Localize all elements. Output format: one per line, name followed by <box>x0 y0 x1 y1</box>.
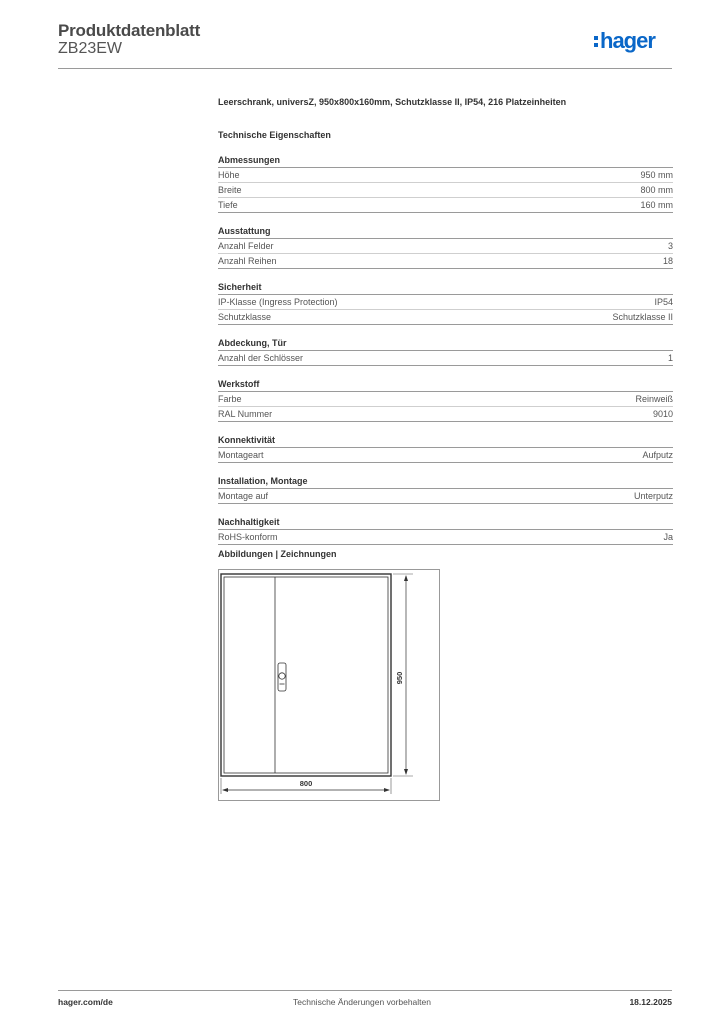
property-row <box>218 198 673 213</box>
cabinet-drawing-svg <box>219 570 439 800</box>
property-label: Schutzklasse <box>218 312 272 322</box>
section-title: Werkstoff <box>218 378 673 392</box>
width-dimension-label: 800 <box>299 779 313 788</box>
property-section <box>218 475 673 504</box>
property-row <box>218 351 673 366</box>
property-value: 18 <box>662 256 673 266</box>
width-arrow-left <box>222 788 228 792</box>
property-section <box>218 337 673 366</box>
height-arrow-bottom <box>404 769 408 775</box>
property-value: Ja <box>663 532 673 542</box>
section-title: Installation, Montage <box>218 475 673 489</box>
cabinet-outline <box>221 574 391 776</box>
property-section <box>218 378 673 422</box>
figures-heading: Abbildungen | Zeichnungen <box>218 549 337 559</box>
hager-logo <box>592 26 676 56</box>
footer-divider <box>58 990 672 991</box>
property-row <box>218 239 673 254</box>
property-section <box>218 225 673 269</box>
property-label: RAL Nummer <box>218 409 273 419</box>
width-arrow-right <box>384 788 390 792</box>
technical-properties-heading: Technische Eigenschaften <box>218 130 331 140</box>
property-label: Anzahl Felder <box>218 241 274 251</box>
property-sections <box>218 154 673 545</box>
property-label: Tiefe <box>218 200 238 210</box>
property-row <box>218 489 673 504</box>
section-title: Nachhaltigkeit <box>218 516 673 530</box>
property-label: RoHS-konform <box>218 532 278 542</box>
section-title: Abmessungen <box>218 154 673 168</box>
logo-wordmark: hager <box>600 28 655 53</box>
property-row <box>218 295 673 310</box>
property-value: Unterputz <box>633 491 673 501</box>
property-row <box>218 530 673 545</box>
property-row <box>218 168 673 183</box>
property-label: Anzahl Reihen <box>218 256 277 266</box>
footer-disclaimer: Technische Änderungen vorbehalten <box>293 997 431 1007</box>
property-section <box>218 281 673 325</box>
property-row <box>218 448 673 463</box>
property-row <box>218 254 673 269</box>
property-label: IP-Klasse (Ingress Protection) <box>218 297 338 307</box>
technical-drawing <box>218 569 440 801</box>
height-arrow-top <box>404 575 408 581</box>
property-value: 1 <box>667 353 673 363</box>
footer-date: 18.12.2025 <box>629 997 672 1007</box>
footer-website-link[interactable]: hager.com/de <box>58 997 113 1007</box>
property-label: Farbe <box>218 394 242 404</box>
property-row <box>218 407 673 422</box>
property-value: 800 mm <box>640 185 673 195</box>
property-label: Breite <box>218 185 242 195</box>
property-value: 160 mm <box>640 200 673 210</box>
product-description: Leerschrank, universZ, 950x800x160mm, Schutzklasse II, IP54, 216 Platzeinheiten <box>218 97 567 107</box>
property-value: Aufputz <box>642 450 673 460</box>
section-title: Ausstattung <box>218 225 673 239</box>
lock-cylinder <box>279 673 285 679</box>
header-divider <box>58 68 672 69</box>
section-title: Sicherheit <box>218 281 673 295</box>
property-section <box>218 434 673 463</box>
property-value: Reinweiß <box>635 394 673 404</box>
property-row <box>218 183 673 198</box>
property-row <box>218 392 673 407</box>
section-title: Konnektivität <box>218 434 673 448</box>
property-section <box>218 516 673 545</box>
page-title: Produktdatenblatt <box>58 21 201 40</box>
property-value: Schutzklasse II <box>612 312 673 322</box>
property-value: 950 mm <box>640 170 673 180</box>
product-details <box>218 95 673 545</box>
property-label: Anzahl der Schlösser <box>218 353 304 363</box>
property-label: Höhe <box>218 170 240 180</box>
product-code: ZB23EW <box>58 40 123 57</box>
property-section <box>218 154 673 213</box>
height-dimension-label: 950 <box>395 671 404 685</box>
cabinet-inner-frame <box>224 577 388 773</box>
property-value: 9010 <box>652 409 673 419</box>
property-row <box>218 310 673 325</box>
property-label: Montage auf <box>218 491 269 501</box>
section-title: Abdeckung, Tür <box>218 337 673 351</box>
property-value: 3 <box>667 241 673 251</box>
property-label: Montageart <box>218 450 264 460</box>
property-value: IP54 <box>654 297 673 307</box>
